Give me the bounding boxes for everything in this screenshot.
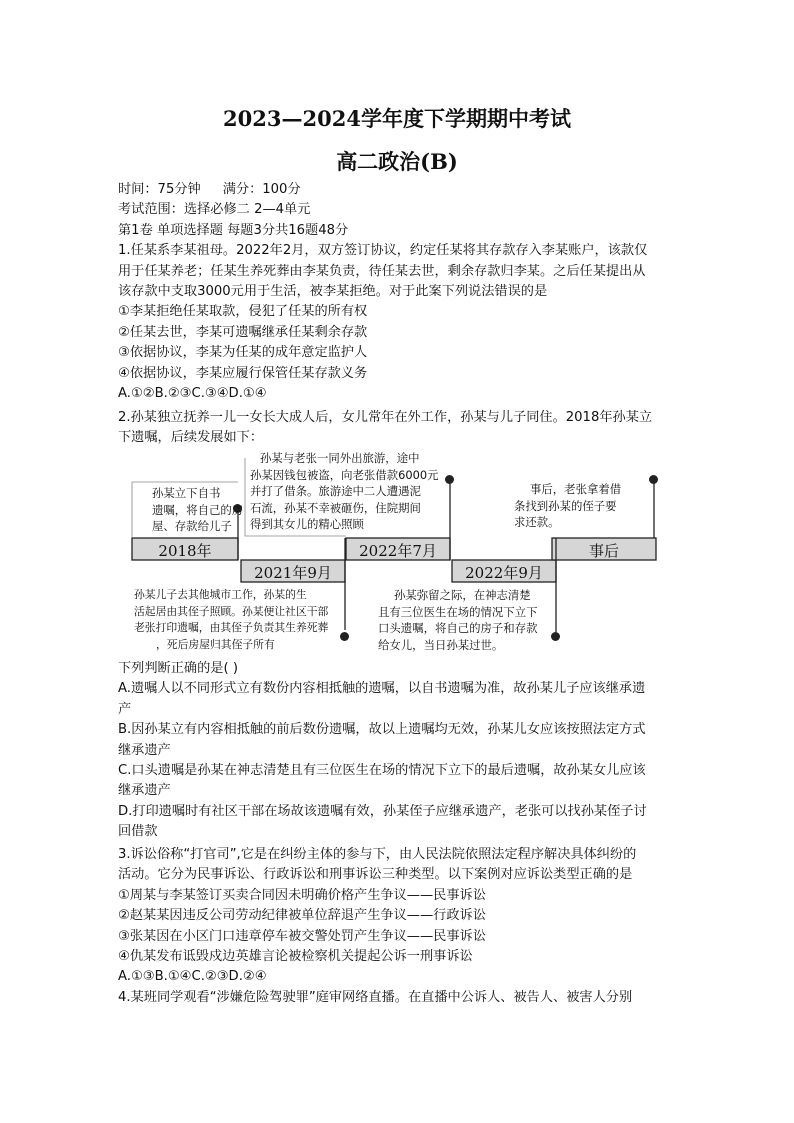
q3-stem-line: 活动。它分为民事诉讼、行政诉讼和刑事诉讼三种类型。以下案例对应诉讼类型正确的是: [118, 867, 633, 883]
q2-option-b-cont: 继承遗产: [118, 742, 171, 758]
q3-option: ①周某与李某签订买卖合同因未明确价格产生争议——民事诉讼: [118, 887, 486, 903]
label-2022-7: 2022年7月: [359, 542, 437, 560]
note-line: 求还款。: [514, 515, 560, 529]
exam-title: 2023—2024学年度下学期期中考试: [223, 106, 571, 131]
q2-option-a-cont: 产: [118, 701, 132, 717]
q3-choices: A.①③B.①④C.②③D.②④: [118, 969, 267, 985]
q4-stem-line: 4.某班同学观看“涉嫌危险驾驶罪”庭审网络直播。在直播中公诉人、被告人、被害人分别: [118, 990, 633, 1005]
q2-option-b: B.因孙某立有内容相抵触的前后数份遗嘱，故以上遗嘱均无效，孙某儿女应该按照法定方式: [118, 722, 646, 738]
q1-option: ④依据协议，李某应履行保管任某存款义务: [118, 365, 368, 381]
q2-stem: [118, 408, 678, 449]
label-2021-9: 2021年9月: [254, 564, 332, 582]
note-line: 孙某与老张一同外出旅游，途中: [260, 451, 420, 465]
note-line: 屋、存款给儿子: [152, 519, 232, 533]
q2-timeline-diagram: [128, 450, 662, 655]
exam-subtitle: 高二政治(B): [336, 149, 458, 174]
section-heading: 第1卷 单项选择题 每题3分共16题48分: [118, 222, 349, 238]
q1-option: ①李某拒绝任某取款，侵犯了任某的所有权: [118, 304, 368, 320]
q2-prompt: 下列判断正确的是( ): [118, 661, 238, 676]
label-2018: 2018年: [158, 542, 212, 560]
note-line: 孙某立下自书: [152, 486, 221, 500]
note-line: 给女儿，当日孙某过世。: [378, 637, 504, 652]
q1-stem-line: 用于任某养老；任某生养死葬由李某负责，待任某去世，剩余存款归李某。之后任某提出从: [118, 263, 646, 279]
note-line: 老张打印遗嘱，由其侄子负责其生养死葬: [134, 621, 329, 634]
q3-option: ③张某因在小区门口违章停车被交警处罚产生争议——民事诉讼: [118, 928, 486, 944]
note-line: 遗嘱，将自己的房: [152, 502, 244, 517]
note-line: 且有三位医生在场的情况下立下: [378, 604, 538, 619]
label-after: 事后: [588, 542, 619, 560]
note-line: 孙某儿子去其他城市工作，孙某的生: [134, 588, 307, 601]
q3-stem-line: 3.诉讼俗称“打官司”,它是在纠纷主体的参与下，由人民法院依照法定程序解决具体纠纷的: [118, 847, 637, 862]
q2-option-d: D.打印遗嘱时有社区干部在场故该遗嘱有效，孙某侄子应继承遗产，老张可以找孙某侄子讨: [118, 803, 647, 819]
pin-2022-7: [445, 475, 454, 484]
exam-time: 时间：75分钟: [118, 182, 201, 197]
q2-options: [118, 659, 678, 843]
note-line: ，死后房屋归其侄子所有: [156, 637, 275, 651]
exam-time-score: [118, 180, 678, 200]
note-2022-9: [378, 587, 537, 653]
pin-2021-9: [340, 632, 349, 641]
note-line: 条找到孙某的侄子要: [514, 498, 617, 513]
q2-option-a: A.遗嘱人以不同形式立有数份内容相抵触的遗嘱，以自书遗嘱为准，故孙某儿子应该继承遗: [118, 681, 646, 697]
note-line: 孙某弥留之际，在神志清楚: [394, 588, 531, 602]
q2-option-c: C.口头遗嘱是孙某在神志清楚且有三位医生在场的情况下立下的最后遗嘱，故孙某女儿应该: [118, 762, 646, 778]
q2-stem-line: 下遗嘱，后续发展如下：: [118, 430, 264, 446]
q2-stem-line: 2.孙某独立抚养一儿一女长大成人后，女儿常年在外工作，孙某与儿子同住。2018年孙某立: [118, 410, 653, 425]
note-after: [514, 481, 621, 531]
q4: [118, 988, 678, 1008]
note-2018: [152, 485, 243, 535]
pin-2022-9: [551, 632, 560, 641]
q1-option: ②任某去世，李某可遗嘱继承任某剩余存款: [118, 324, 368, 340]
note-2021-9: [134, 587, 328, 653]
note-line: 事后，老张拿着借: [530, 482, 622, 496]
note-line: 口头遗嘱，将自己的房子和存款: [378, 621, 538, 635]
q1-choices: A.①②B.②③C.③④D.①④: [118, 385, 267, 401]
exam-scope: 考试范围：选择必修二 2—4单元: [118, 202, 311, 218]
q2-option-d-cont: 回借款: [118, 824, 158, 840]
q1-stem-line: 该存款中支取3000元用于生活，被李某拒绝。对于此案下列说法错误的是: [118, 283, 548, 299]
q1-option: ③依据协议，李某为任某的成年意定监护人: [118, 345, 368, 361]
q1-stem-line: 1.任某系李某祖母。2022年2月，双方签订协议，约定任某将其存款存入李某账户，该款仅: [118, 243, 648, 259]
exam-score: 满分：100分: [222, 182, 301, 197]
exam-header-info: [118, 180, 678, 404]
note-line: 孙某因钱包被盗，向老张借款6000元: [250, 467, 439, 482]
q3-option: ②赵某某因违反公司劳动纪律被单位辞退产生争议——行政诉讼: [118, 908, 486, 924]
note-line: 石流，孙某不幸被砸伤，住院期间: [250, 500, 421, 515]
q3-option: ④仇某发布诋毁戍边英雄言论被检察机关提起公诉一刑事诉讼: [118, 948, 473, 964]
q2-option-c-cont: 继承遗产: [118, 783, 171, 799]
pin-after: [649, 475, 658, 484]
label-2022-9: 2022年9月: [465, 564, 543, 582]
note-line: 活起居由其侄子照顾。孙某便让社区干部: [134, 604, 329, 618]
note-2022-7: [250, 450, 438, 533]
q3: [118, 845, 678, 988]
note-line: 并打了借条。旅游途中二人遭遇泥: [250, 484, 421, 498]
note-line: 得到其女儿的精心照顾: [250, 517, 364, 531]
